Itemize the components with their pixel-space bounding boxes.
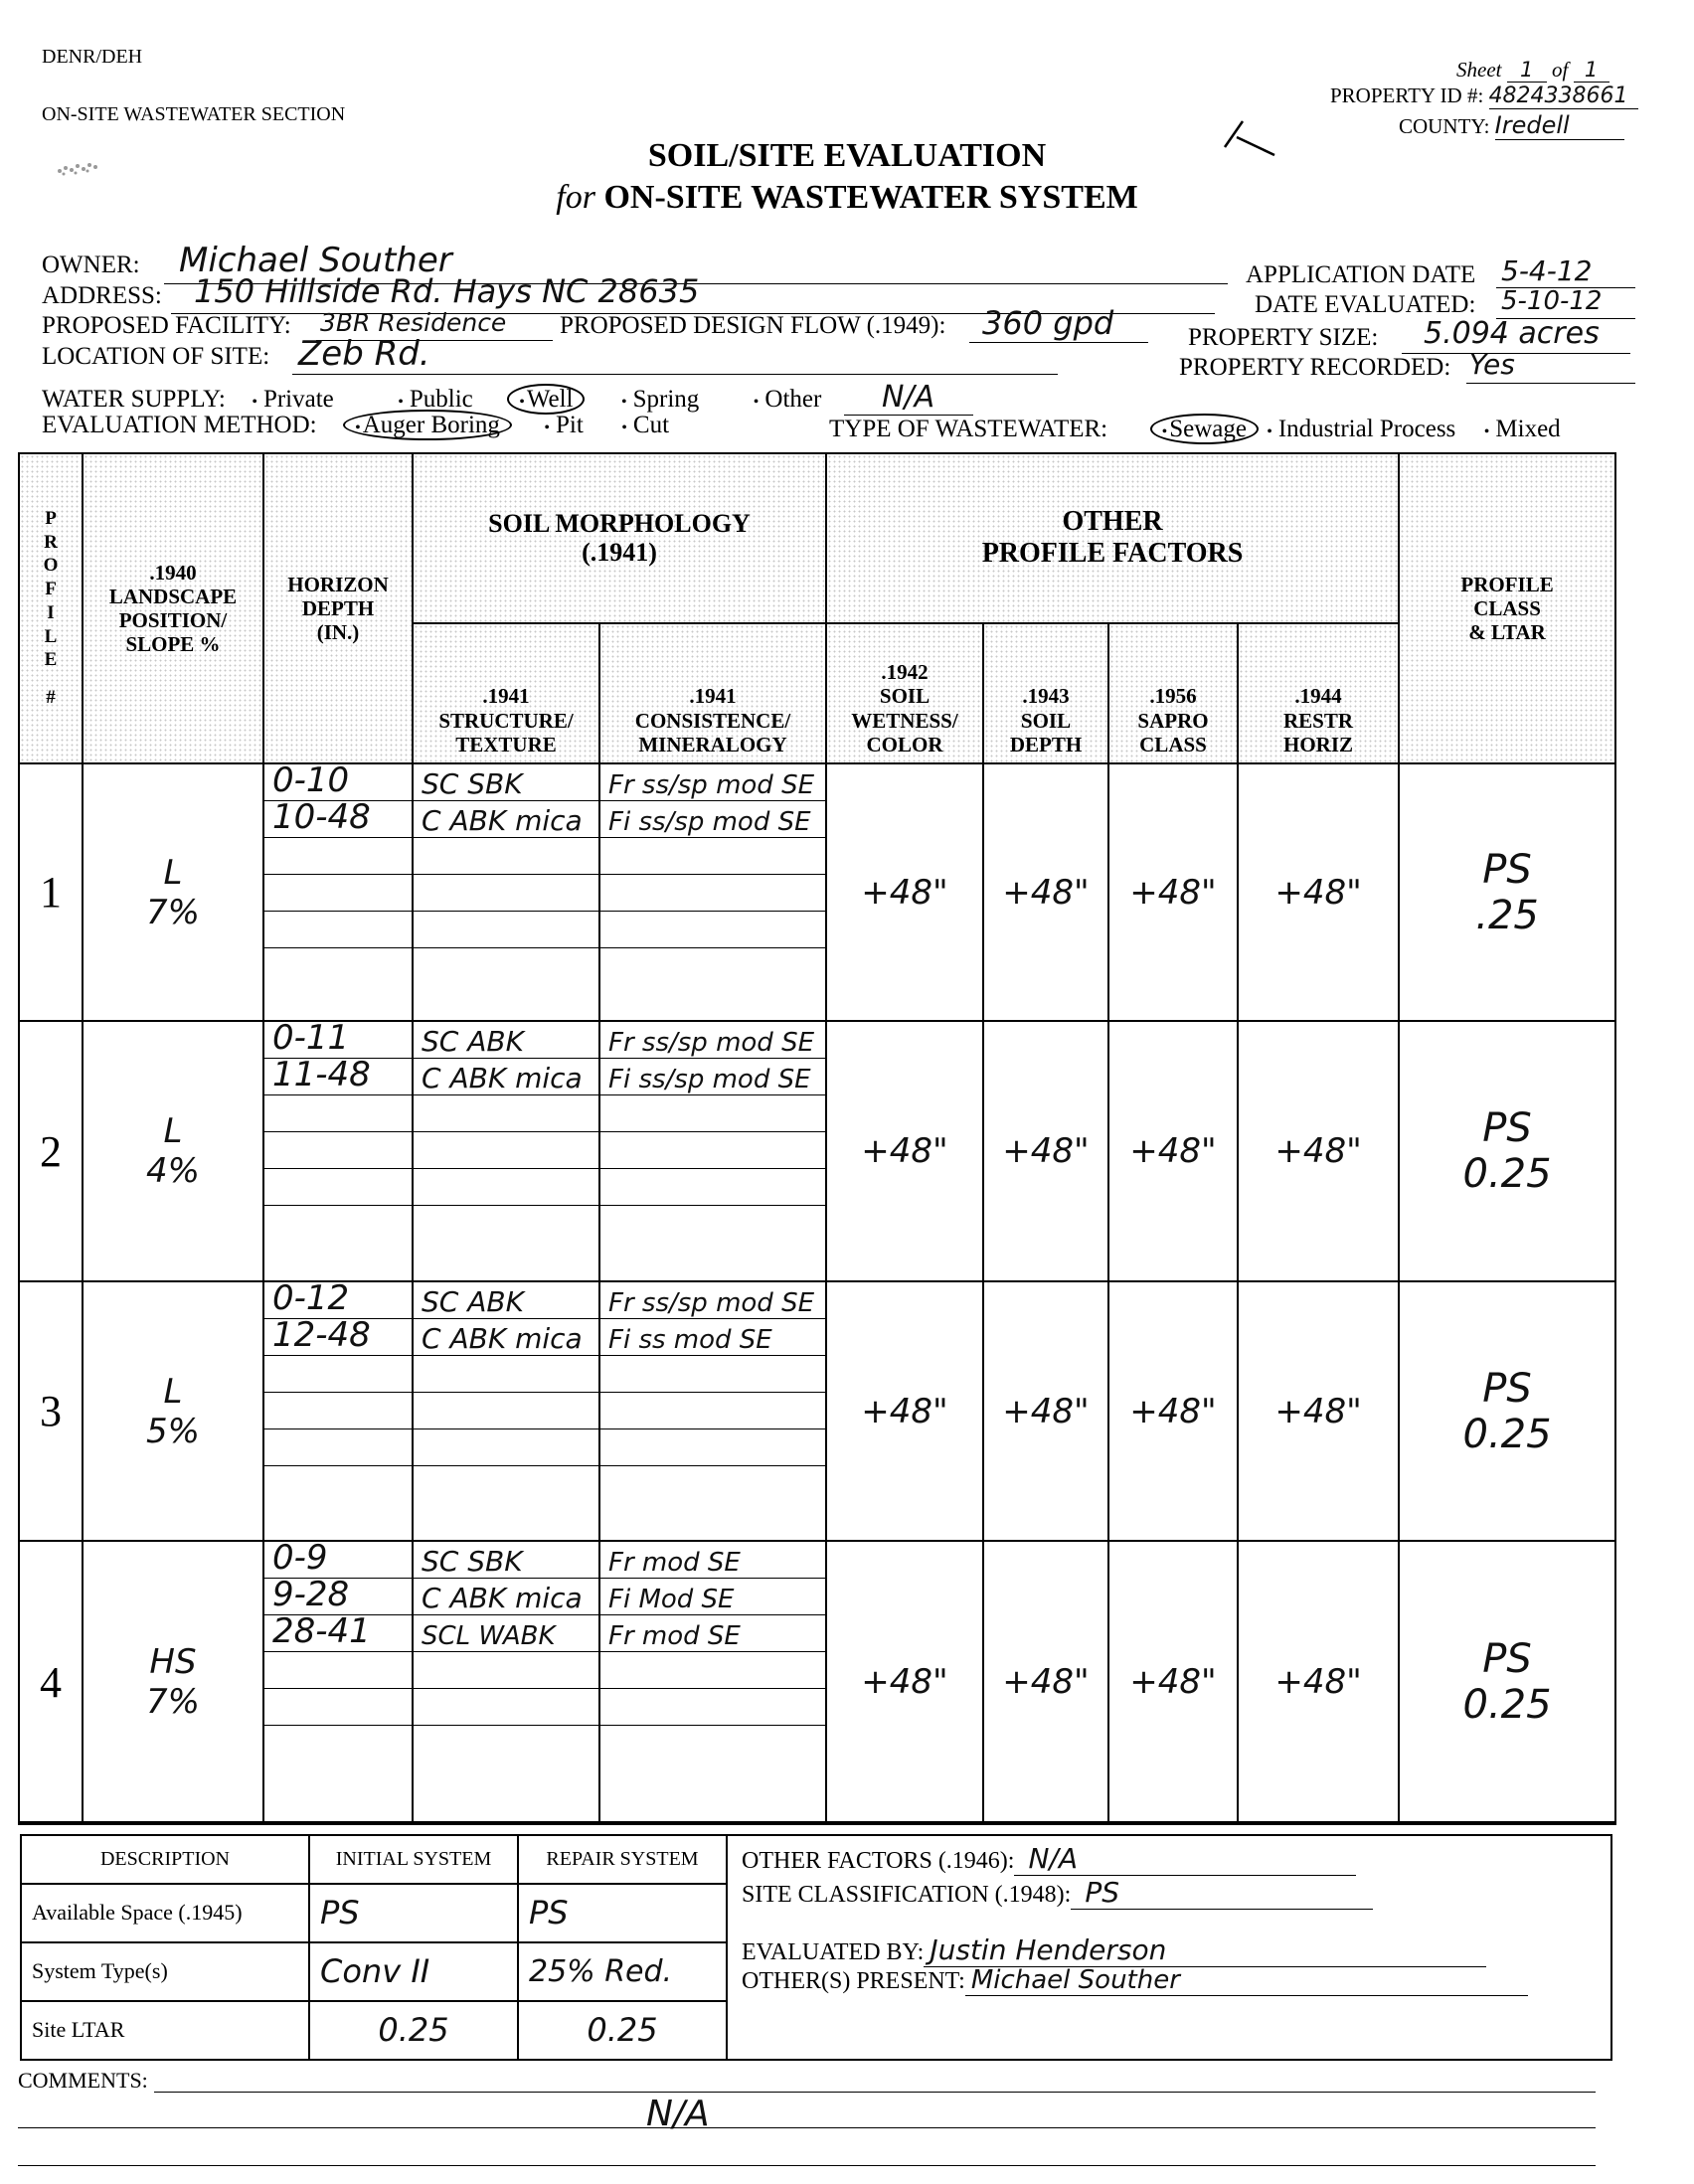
horizon-depth-cell: 0-9 9-28 28-41 (263, 1541, 413, 1823)
water-private-option[interactable]: Private (262, 386, 334, 413)
profile-row (19, 1541, 1615, 1823)
date-evaluated-value: 5-10-12 (1501, 286, 1603, 316)
horizon-depth-cell: 0-10 10-48 (263, 763, 413, 1022)
consistence-cell: Fr ss/sp mod SE Fi ss/sp mod SE (599, 763, 826, 1022)
profile-number: 4 (19, 1541, 83, 1823)
profile-class-cell: PS 0.25 (1399, 1281, 1615, 1542)
header-restr: .1944 RESTR HORIZ (1238, 623, 1399, 763)
wetness-cell: +48" (826, 1021, 983, 1281)
sapro-cell: +48" (1108, 1021, 1238, 1281)
soil-evaluation-table (18, 452, 1616, 1824)
sheet-field: Sheet 1 of 1 (1456, 58, 1609, 83)
summary-desc-header: DESCRIPTION (21, 1835, 309, 1884)
facility-value: 3BR Residence (320, 308, 507, 337)
wastewater-mixed-option[interactable]: Mixed (1495, 416, 1561, 442)
summary-repair-header: REPAIR SYSTEM (518, 1835, 727, 1884)
sapro-cell: +48" (1108, 763, 1238, 1022)
others-present-field: OTHER(S) PRESENT: Michael Souther (742, 1965, 1597, 1997)
sapro-cell: +48" (1108, 1541, 1238, 1823)
profile-class-cell: PS .25 (1399, 763, 1615, 1022)
summary-initial-header: INITIAL SYSTEM (309, 1835, 518, 1884)
site-ltar-label: Site LTAR (21, 2001, 309, 2060)
soil-depth-cell: +48" (983, 763, 1108, 1022)
water-other-option[interactable]: Other (764, 386, 822, 413)
profile-number: 2 (19, 1021, 83, 1281)
wastewater-type-row: TYPE OF WASTEWATER: •Sewage • Industrial Process • Mixed (829, 416, 1561, 442)
header-other-factors: OTHER PROFILE FACTORS (826, 453, 1399, 623)
app-date-value: 5-4-12 (1501, 254, 1593, 287)
facility-label: PROPOSED FACILITY: (42, 312, 291, 339)
available-space-repair: PS (518, 1884, 727, 1942)
sapro-cell: +48" (1108, 1281, 1238, 1542)
soil-depth-cell: +48" (983, 1021, 1108, 1281)
profile-class-cell: PS 0.25 (1399, 1541, 1615, 1823)
system-summary-table (20, 1834, 1612, 2061)
available-space-label: Available Space (.1945) (21, 1884, 309, 1942)
wetness-cell: +48" (826, 1541, 983, 1823)
landscape-slope-cell: L 7% (83, 763, 263, 1022)
date-evaluated-label: DATE EVALUATED: (1255, 291, 1476, 318)
form-subtitle: for ON-SITE WASTEWATER SYSTEM (556, 179, 1138, 216)
owner-value: Michael Souther (179, 241, 452, 280)
profile-class-cell: PS 0.25 (1399, 1021, 1615, 1281)
header-profile-num: P R O F I L E # (19, 453, 83, 763)
horizon-depth-cell: 0-12 12-48 (263, 1281, 413, 1542)
section-label: ON-SITE WASTEWATER SECTION (42, 103, 346, 125)
profile-row (19, 763, 1615, 1022)
flow-value: 360 gpd (982, 304, 1114, 342)
header-profile-class: PROFILE CLASS & LTAR (1399, 453, 1615, 763)
water-other-value: N/A (844, 380, 973, 416)
header-structure: .1941 STRUCTURE/ TEXTURE (413, 623, 599, 763)
consistence-cell: Fr ss/sp mod SE Fi ss mod SE (599, 1281, 826, 1542)
form-title: SOIL/SITE EVALUATION (647, 137, 1047, 174)
restr-cell: +48" (1238, 763, 1399, 1022)
header-soil-morphology: SOIL MORPHOLOGY (.1941) (413, 453, 826, 623)
header-wetness: .1942 SOIL WETNESS/ COLOR (826, 623, 983, 763)
consistence-cell: Fr ss/sp mod SE Fi ss/sp mod SE (599, 1021, 826, 1281)
site-ltar-repair: 0.25 (518, 2001, 727, 2060)
location-label: LOCATION OF SITE: (42, 343, 270, 370)
header-consistence: .1941 CONSISTENCE/ MINERALOGY (599, 623, 826, 763)
method-pit-option[interactable]: Pit (556, 412, 584, 438)
comments-value: N/A (646, 2094, 710, 2134)
other-factors-field: OTHER FACTORS (.1946): N/A (742, 1842, 1597, 1876)
profile-number: 3 (19, 1281, 83, 1542)
landscape-slope-cell: L 5% (83, 1281, 263, 1542)
table-bottom-rule (18, 1821, 1616, 1825)
landscape-slope-cell: L 4% (83, 1021, 263, 1281)
property-size-value: 5.094 acres (1424, 316, 1600, 351)
system-type-label: System Type(s) (21, 1942, 309, 2001)
site-classification-field: SITE CLASSIFICATION (.1948): PS (742, 1876, 1597, 1933)
wastewater-sewage-option[interactable]: •Sewage (1150, 414, 1259, 444)
location-value: Zeb Rd. (298, 334, 430, 374)
system-type-repair: 25% Red. (518, 1942, 727, 2001)
address-label: ADDRESS: (42, 282, 162, 309)
property-recorded-value: Yes (1469, 348, 1515, 381)
wastewater-industrial-option[interactable]: Industrial Process (1277, 416, 1456, 442)
water-public-option[interactable]: Public (409, 386, 473, 413)
property-size-label: PROPERTY SIZE: (1188, 324, 1379, 351)
header-landscape: .1940 LANDSCAPE POSITION/ SLOPE % (83, 453, 263, 763)
available-space-initial: PS (309, 1884, 518, 1942)
owner-label: OWNER: (42, 252, 140, 278)
system-type-initial: Conv II (309, 1942, 518, 2001)
water-supply-row: WATER SUPPLY: • Private • Public •Well • Spring • Other N/A (42, 380, 973, 416)
comments-label: COMMENTS: (18, 2068, 148, 2093)
soil-depth-cell: +48" (983, 1541, 1108, 1823)
county-field: COUNTY: Iredell (1399, 111, 1624, 140)
soil-depth-cell: +48" (983, 1281, 1108, 1542)
header-sapro: .1956 SAPRO CLASS (1108, 623, 1238, 763)
agency-label: DENR/DEH (42, 46, 143, 68)
wetness-cell: +48" (826, 763, 983, 1022)
header-soil-depth: .1943 SOIL DEPTH (983, 623, 1108, 763)
flow-label: PROPOSED DESIGN FLOW (.1949): (560, 312, 946, 339)
method-auger-option[interactable]: •Auger Boring (343, 410, 512, 440)
property-recorded-label: PROPERTY RECORDED: (1179, 354, 1451, 381)
site-info-block (727, 1835, 1611, 2060)
header-horizon-depth: HORIZON DEPTH (IN.) (263, 453, 413, 763)
evaluation-method-row: EVALUATION METHOD: •Auger Boring • Pit • Cut (42, 412, 670, 438)
evaluated-by-field: EVALUATED BY: Justin Henderson (742, 1933, 1597, 1965)
method-cut-option[interactable]: Cut (632, 412, 670, 438)
profile-number: 1 (19, 763, 83, 1022)
wetness-cell: +48" (826, 1281, 983, 1542)
landscape-slope-cell: HS 7% (83, 1541, 263, 1823)
structure-cell: SC SBK C ABK mica SCL WABK (413, 1541, 599, 1823)
water-well-option[interactable]: •Well (507, 384, 585, 415)
restr-cell: +48" (1238, 1281, 1399, 1542)
structure-cell: SC SBK C ABK mica (413, 763, 599, 1022)
structure-cell: SC ABK C ABK mica (413, 1021, 599, 1281)
structure-cell: SC ABK C ABK mica (413, 1281, 599, 1542)
profile-row (19, 1021, 1615, 1281)
water-spring-option[interactable]: Spring (632, 386, 700, 413)
horizon-depth-cell: 0-11 11-48 (263, 1021, 413, 1281)
restr-cell: +48" (1238, 1021, 1399, 1281)
property-id-field: PROPERTY ID #: 4824338661 (1330, 84, 1638, 109)
profile-row (19, 1281, 1615, 1542)
address-value: 150 Hillside Rd. Hays NC 28635 (194, 272, 700, 310)
consistence-cell: Fr mod SE Fi Mod SE Fr mod SE (599, 1541, 826, 1823)
app-date-label: APPLICATION DATE (1246, 261, 1476, 288)
site-ltar-initial: 0.25 (309, 2001, 518, 2060)
restr-cell: +48" (1238, 1541, 1399, 1823)
